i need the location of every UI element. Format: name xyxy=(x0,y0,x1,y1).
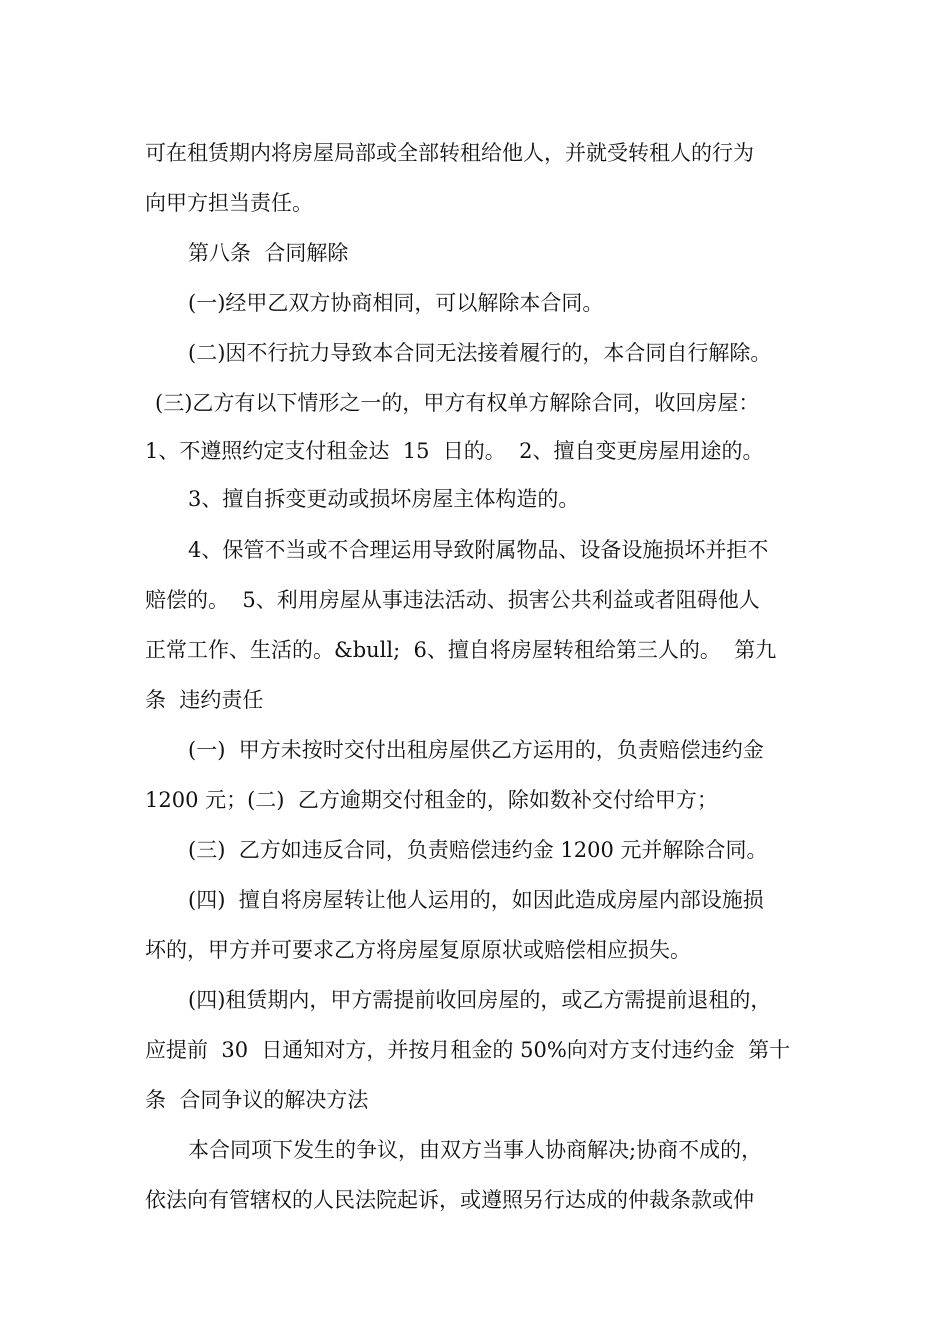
text-line: 依法向有管辖权的人民法院起诉，或遵照另行达成的仲裁条款或仲 xyxy=(145,1188,754,1212)
text-line: (一)经甲乙双方协商相同，可以解除本合同。 xyxy=(188,291,604,315)
text-line: 可在租赁期内将房屋局部或全部转租给他人，并就受转租人的行为 xyxy=(145,141,754,165)
text-line: 坏的，甲方并可要求乙方将房屋复原原状或赔偿相应损失。 xyxy=(145,938,691,962)
text-line: 赔偿的。 5、利用房屋从事违法活动、损害公共利益或者阻碍他人 xyxy=(145,588,760,612)
text-line: 1200 元；(二) 乙方逾期交付租金的，除如数补交付给甲方； xyxy=(145,788,718,812)
text-line: 本合同项下发生的争议，由双方当事人协商解决;协商不成的， xyxy=(188,1138,763,1162)
text-line: 3、擅自拆变更动或损坏房屋主体构造的。 xyxy=(188,487,580,511)
text-line: (二)因不行抗力导致本合同无法接着履行的，本合同自行解除。 xyxy=(188,341,772,365)
text-line: (三)乙方有以下情形之一的，甲方有权单方解除合同，收回房屋： xyxy=(155,391,760,415)
text-line: 向甲方担当责任。 xyxy=(145,191,313,215)
section-heading: 条 违约责任 xyxy=(145,688,264,712)
text-line: 4、保管不当或不合理运用导致附属物品、设备设施损坏并拒不 xyxy=(188,538,769,562)
text-line: (一) 甲方未按时交付出租房屋供乙方运用的，负责赔偿违约金 xyxy=(188,738,764,762)
text-line: 应提前 30 日通知对方，并按月租金的 50%向对方支付违约金 第十 xyxy=(145,1038,791,1062)
text-line: (三) 乙方如违反合同，负责赔偿违约金 1200 元并解除合同。 xyxy=(188,838,768,862)
section-heading: 第八条 合同解除 xyxy=(188,241,349,265)
text-line: (四)租赁期内，甲方需提前收回房屋的，或乙方需提前退租的， xyxy=(188,988,772,1012)
section-heading: 条 合同争议的解决方法 xyxy=(145,1088,369,1112)
text-line: (四) 擅自将房屋转让他人运用的，如因此造成房屋内部设施损 xyxy=(188,888,764,912)
text-line: 1、不遵照约定支付租金达 15 日的。 2、擅自变更房屋用途的。 xyxy=(145,439,764,463)
text-line: 正常工作、生活的。&bull; 6、擅自将房屋转租给第三人的。 第九 xyxy=(145,638,777,662)
